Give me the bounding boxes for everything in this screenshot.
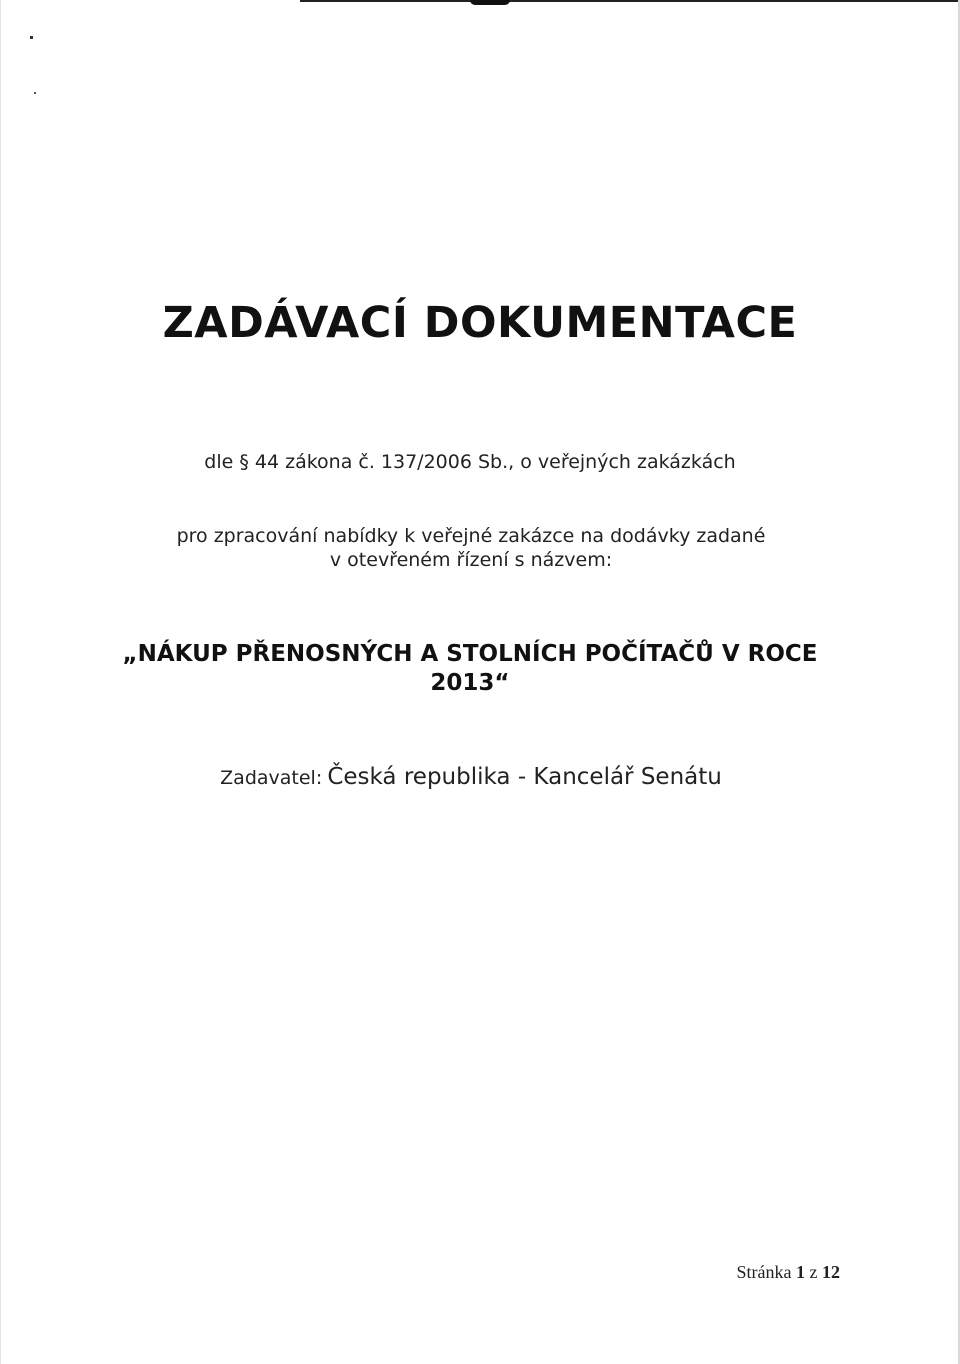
- document-title: ZADÁVACÍ DOKUMENTACE: [162, 298, 798, 348]
- tender-name: [0, 640, 940, 698]
- contracting-value: Česká republika - Kancelář Senátu: [327, 764, 722, 790]
- purpose-line: pro zpracování nabídky k veřejné zakázce na dodávky zadané: [176, 525, 766, 547]
- tender-name-line: 2013“: [430, 670, 510, 696]
- legal-basis-text: dle § 44 zákona č. 137/2006 Sb., o veřejných zakázkách: [204, 451, 736, 473]
- scan-speck: [30, 36, 33, 39]
- scan-border-top: [300, 0, 960, 2]
- scan-speck: [34, 92, 36, 94]
- purpose-line: v otevřeném řízení s názvem:: [329, 549, 613, 571]
- current-page: 1: [796, 1262, 805, 1282]
- scan-artifact: [470, 0, 510, 5]
- contracting-authority: [0, 764, 942, 790]
- tender-name-line: „NÁKUP PŘENOSNÝCH A STOLNÍCH POČÍTAČŮ V ROCE: [122, 641, 818, 667]
- contracting-label: Zadavatel:: [220, 767, 323, 789]
- page-word: Stránka: [736, 1262, 792, 1282]
- of-word: z: [809, 1262, 818, 1282]
- page-number: [737, 1262, 840, 1283]
- purpose-text: [0, 524, 942, 572]
- total-pages: 12: [822, 1262, 840, 1282]
